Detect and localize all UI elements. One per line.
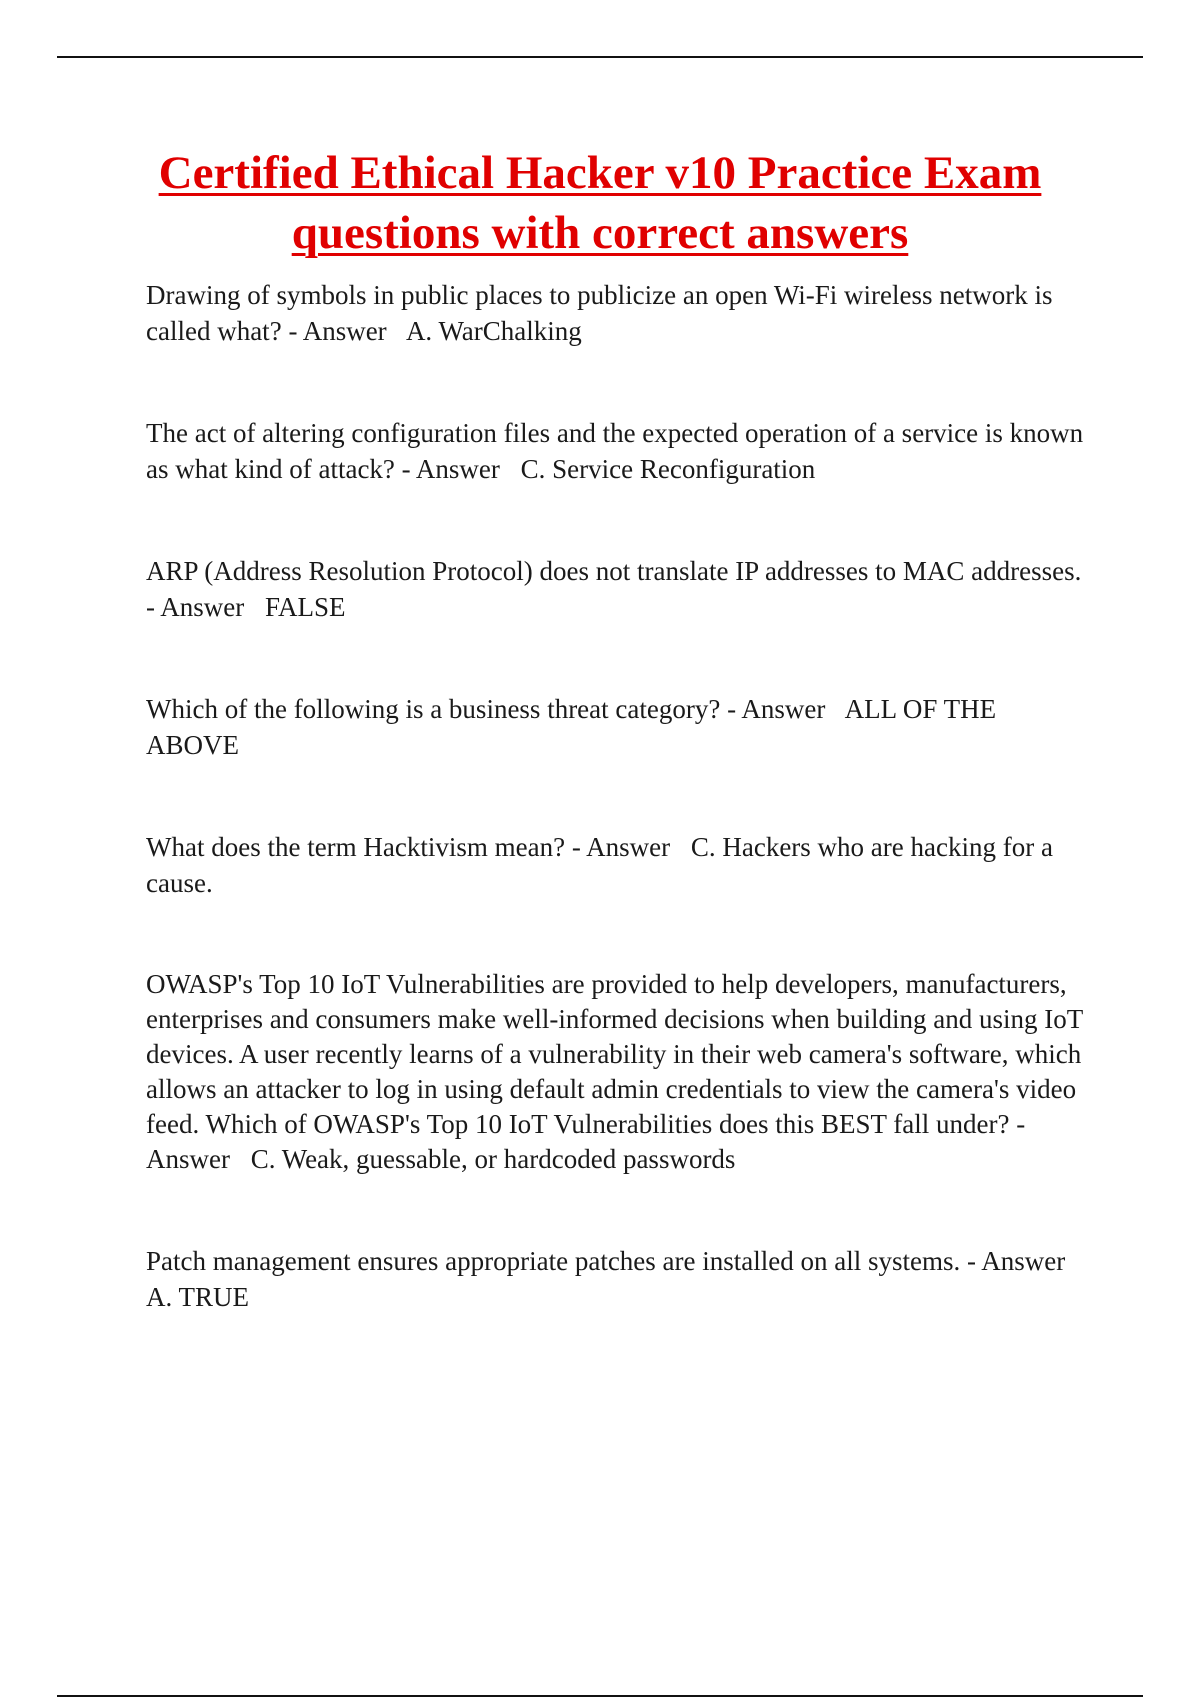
answer-text: A. WarChalking (405, 316, 582, 346)
top-rule (57, 56, 1143, 58)
answer-text: ALL OF THE ABOVE (146, 694, 997, 760)
title-line-1: Certified Ethical Hacker v10 Practice Exam (158, 147, 1042, 199)
qa-item-3 (146, 553, 1086, 625)
question-text: OWASP's Top 10 IoT Vulnerabilities are provided to help developers, manufacturers, enterprises and consumers make well-informed decisions when building and using IoT devices. A user recently learns of a vulnerability in their web camera's software, which allows an attacker to log in using default admin credentials to view the camera's video feed. Which of OWASP's Top 10 IoT Vulnerabilities does this BEST fall under? (146, 969, 1083, 1139)
answer-label: - Answer (146, 1109, 1026, 1174)
bottom-rule (57, 1695, 1143, 1697)
answer-label: - Answer (727, 694, 826, 724)
question-text: ARP (Address Resolution Protocol) does not translate IP addresses to MAC addresses. (146, 556, 1082, 586)
answer-label: - Answer (146, 592, 245, 622)
question-text: The act of altering configuration files and the expected operation of a service is known as what kind of attack? (146, 418, 1084, 484)
qa-item-5 (146, 829, 1086, 901)
answer-label: - Answer (288, 316, 387, 346)
document-title (120, 143, 1080, 263)
answer-text: FALSE (264, 592, 346, 622)
question-text: Which of the following is a business threat category? (146, 694, 721, 724)
answer-label: - Answer (401, 454, 500, 484)
title-line-2: questions with correct answers (291, 207, 909, 259)
qa-item-1 (146, 277, 1086, 349)
answer-text: C. Service Reconfiguration (520, 454, 816, 484)
qa-item-7 (146, 1243, 1086, 1315)
question-text: Patch management ensures appropriate patches are installed on all systems. (146, 1246, 961, 1276)
qa-item-4 (146, 691, 1086, 763)
answer-text: C. Hackers who are hacking for a cause. (146, 832, 1053, 898)
question-text: What does the term Hacktivism mean? (146, 832, 566, 862)
answer-label: - Answer (966, 1246, 1066, 1276)
qa-item-2 (146, 415, 1086, 487)
question-text: Drawing of symbols in public places to publicize an open Wi-Fi wireless network is called what? (146, 280, 1053, 346)
answer-text: C. Weak, guessable, or hardcoded passwords (250, 1144, 736, 1174)
answer-label: - Answer (571, 832, 671, 862)
qa-list (146, 277, 1086, 1381)
answer-text: A. TRUE (146, 1282, 250, 1312)
qa-item-6 (146, 967, 1086, 1177)
